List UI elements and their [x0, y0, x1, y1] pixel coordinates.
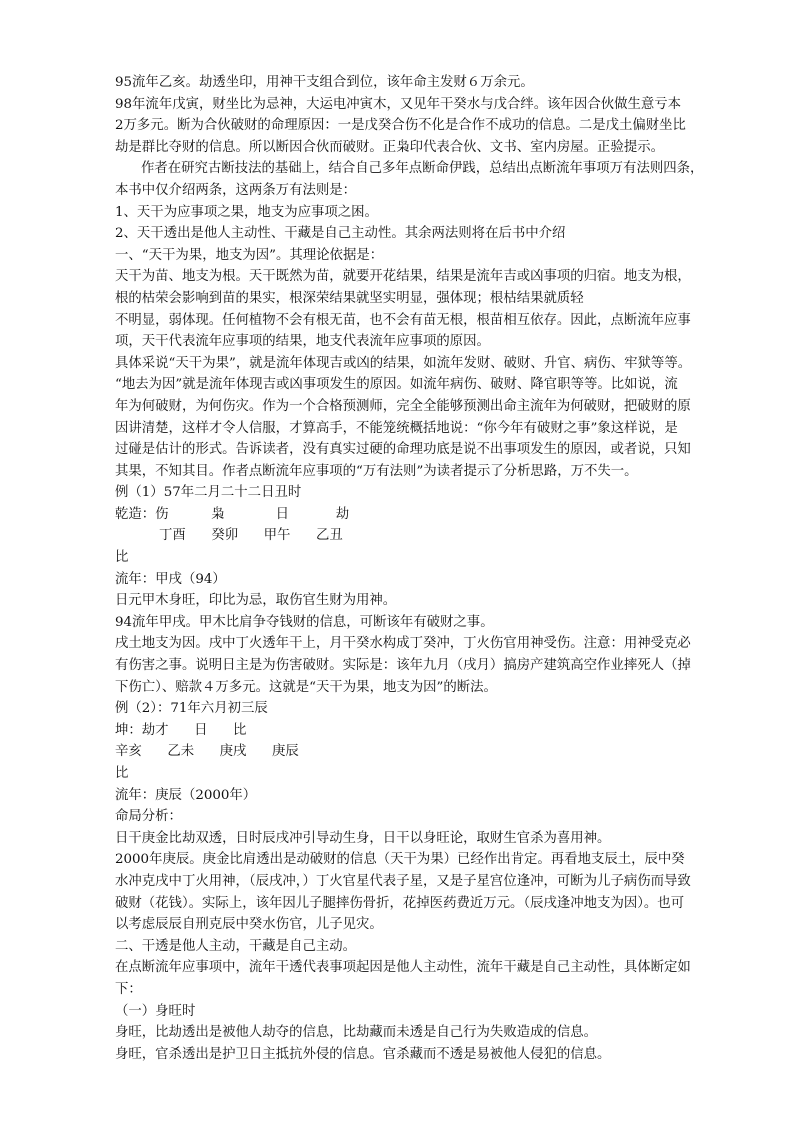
- text-line: 根的枯荣会影响到苗的果实，根深荣结果就坚实明显，强体现；根枯结果就质轻: [115, 290, 584, 306]
- text-line: 本书中仅介绍两条，这两条万有法则是：: [115, 182, 357, 198]
- text-line: 身旺，官杀透出是护卫日主抵抗外侵的信息。官杀藏而不透是易被他人侵犯的信息。: [115, 1046, 611, 1062]
- subsection-heading: （一）身旺时: [115, 1003, 196, 1019]
- text-line: 项，天干代表流年应事项的结果，地支代表流年应事项的原因。: [115, 334, 490, 350]
- rule-1: 1、天干为应事项之果，地支为应事项之困。: [115, 204, 378, 220]
- example-1-stems: 乾造：伤 枭 日 劫: [115, 506, 350, 522]
- text-line: 比: [115, 766, 129, 781]
- text-line: 流年：甲戌（94）: [115, 571, 226, 587]
- text-line: 水冲克戌中丁火用神，（辰戌冲，）丁火官星代表子星，又是子星宫位逢冲，可断为儿子病伤而导致: [115, 873, 691, 889]
- rule-2: 2、天干透出是他人主动性、干藏是自己主动性。其余两法则将在后书中介绍: [115, 226, 566, 242]
- text-line: 戌土地支为因。戌中丁火透年干上，月干癸水构成丁癸冲，丁火伤官用神受伤。注意：用神受克必: [115, 636, 691, 652]
- text-line: 劫是群比夺财的信息。所以断因合伙而破财。正枭印代表合伙、文书、室内房屋。正验提示。: [115, 139, 665, 155]
- text-line: 因讲清楚，这样才令人信服，才算高手，不能笼统概括地说：“你今年有破财之事”象这样说，是: [115, 420, 678, 436]
- text-line: 日干庚金比劫双透，日时辰戌冲引导动生身，日干以身旺论，取财生官杀为喜用神。: [115, 830, 611, 846]
- text-line: 命局分析：: [115, 809, 182, 825]
- text-line: 在点断流年应事项中，流年干透代表事项起因是他人主动性，流年干藏是自己主动性，具体断定如: [115, 960, 691, 976]
- example-2-pillars: 辛亥 乙未 庚戌 庚辰: [115, 744, 299, 760]
- text-line: 作者在研究古断技法的基础上，结合自己多年点断命伊践，总结出点断流年事项万有法则四条，: [141, 161, 704, 177]
- section-heading-2: 二、干透是他人主动，干藏是自己主动。: [115, 938, 357, 954]
- document-body: [115, 72, 715, 1065]
- text-line: 身旺，比劫透出是被他人劫夺的信息，比劫藏而未透是自己行为失败造成的信息。: [115, 1025, 598, 1041]
- text-line: 天干为苗、地支为根。天干既然为苗，就要开花结果，结果是流年吉或凶事项的归宿。地支为根，: [115, 269, 691, 285]
- example-2-stems: 坤：劫才 日 比: [115, 722, 247, 738]
- text-line: 以考虑辰辰自刑克辰中癸水伤官，儿子见灾。: [115, 917, 383, 933]
- text-line: 下：: [115, 981, 142, 997]
- text-line: 年为何破财，为何伤灾。作为一个合格预测师，完全全能够预测出命主流年为何破财，把破财的原: [115, 398, 691, 414]
- text-line: 94流年甲戌。甲木比肩争夺钱财的信息，可断该年有破财之事。: [115, 614, 494, 630]
- text-line: “地去为因”就是流年体现吉或凶事项发生的原因。如流年病伤、破财、降官职等等。比如说，流: [115, 377, 678, 393]
- text-line: 破财（花钱）。实际上，该年因儿子腿摔伤骨折，花掉医药费近万元。（辰戌逢冲地支为因）。也可: [115, 895, 685, 911]
- text-line: 不明显，弱体现。任何植物不会有根无苗，也不会有苗无根，根苗相互依存。因此，点断流年应事: [115, 312, 691, 328]
- text-line: 过碰是估计的形式。告诉读者，没有真实过硬的命理功底是说不出事项发生的原因，或者说，只知: [115, 442, 691, 458]
- text-line: 有伤害之事。说明日主是为伤害破财。实际是：该年九月（戌月）搞房产建筑高空作业摔死人（掉: [115, 658, 691, 674]
- text-line: 2万多元。断为合伙破财的命理原因：一是戊癸合伤不化是合作不成功的信息。二是戊土偏财坐比: [115, 118, 686, 134]
- text-line: 2000年庚辰。庚金比肩透出是动破财的信息（天干为果）已经作出肯定。再看地支辰土，辰中癸: [115, 852, 685, 868]
- text-line: 流年：庚辰（2000年）: [115, 787, 257, 803]
- example-1-heading: 例（1）57年二月二十二日丑时: [115, 485, 302, 501]
- text-line: 比: [115, 550, 129, 566]
- text-line: 95流年乙亥。劫透坐印，用神干支组合到位，该年命主发财６万余元。: [115, 75, 534, 90]
- section-heading-1: 一、“天干为果，地支为因”。其理论依据是：: [115, 247, 384, 263]
- example-2-heading: 例（2）：71年六月初三辰: [115, 701, 268, 717]
- text-line: 具体采说“天干为果”，就是流年体现吉或凶的结果，如流年发财、破财、升官、病伤、牢狱等等。: [115, 355, 692, 371]
- text-line: 98年流年戊寅，财坐比为忌神，大运电冲寅木，又见年干癸水与戊合绊。该年因合伙做生意亏本: [115, 96, 682, 112]
- example-1-pillars: 丁酉 癸卯 甲午 乙丑: [159, 528, 343, 544]
- text-line: 下伤亡）、赔款４万多元。这就是“天干为果，地支为因”的断法。: [115, 679, 497, 695]
- text-line: 其果，不知其目。作者点断流年应事项的“万有法则”为读者提示了分析思路，万不失一。: [115, 463, 638, 479]
- text-line: 日元甲木身旺，印比为忌，取伤官生财为用神。: [115, 593, 397, 609]
